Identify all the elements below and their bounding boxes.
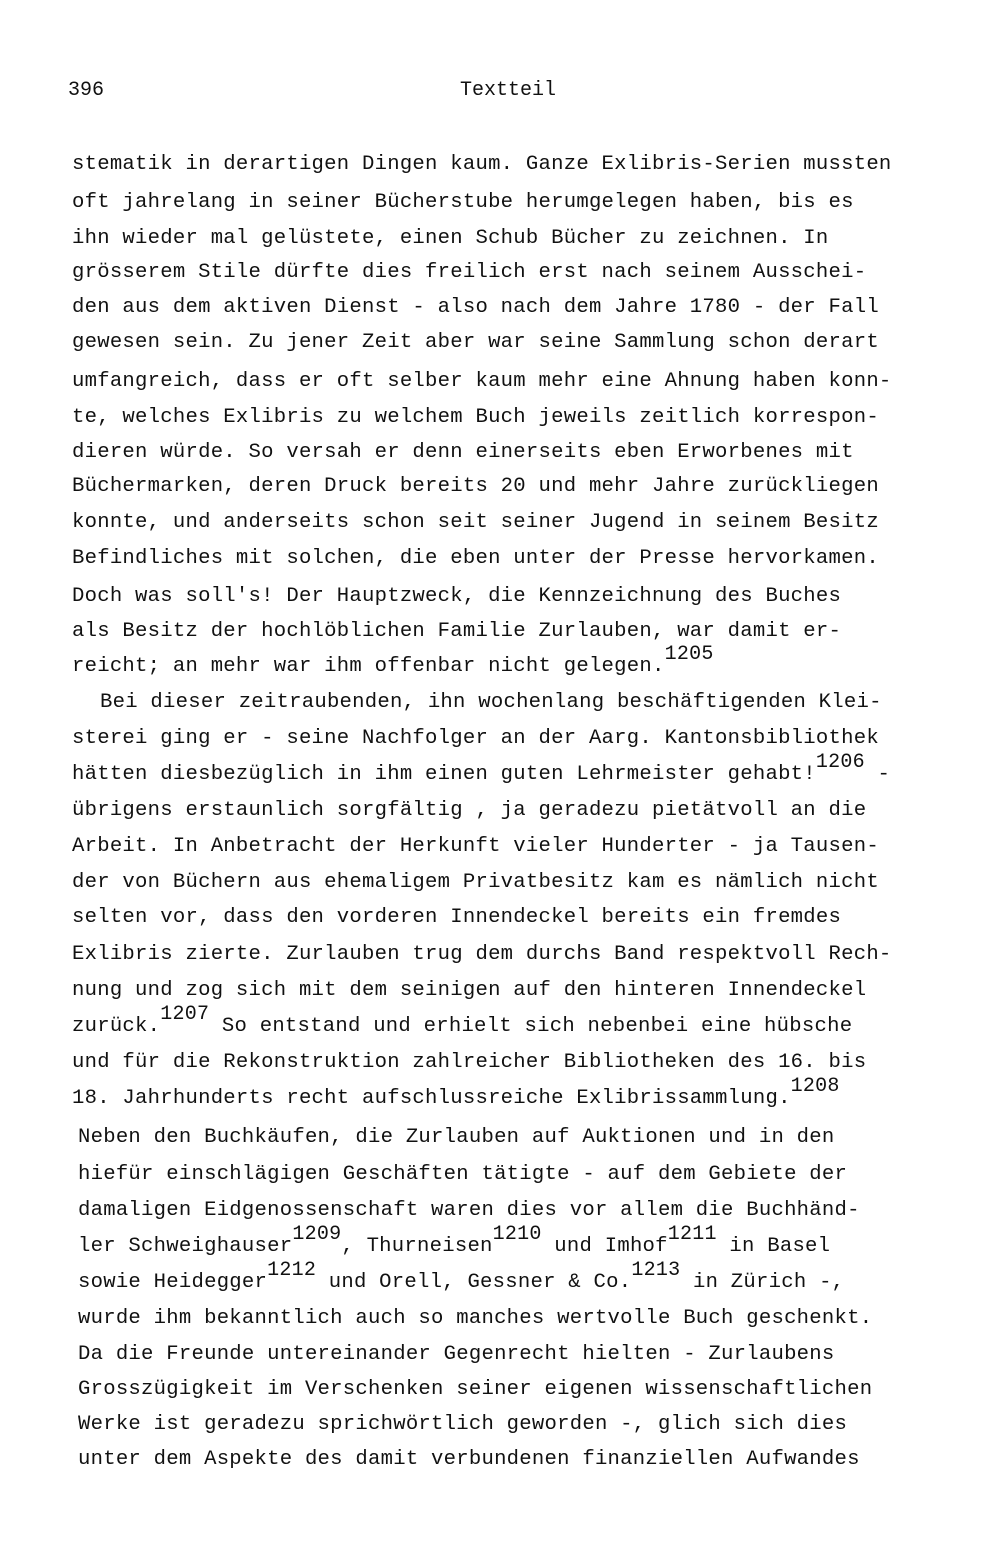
text-line: unter dem Aspekte des damit verbundenen finanziellen Aufwandes [78, 1448, 860, 1471]
text-run: reicht; an mehr war ihm offenbar nicht gelegen. [72, 655, 665, 678]
text-line [72, 1075, 840, 1112]
text-line: Doch was soll's! Der Hauptzweck, die Kennzeichnung des Buches [72, 585, 842, 608]
footnote-ref-1210: 1210 [492, 1223, 542, 1247]
text-run: - [864, 763, 891, 786]
text-run: in Basel [716, 1235, 831, 1258]
paragraph-start-line: Neben den Buchkäufen, die Zurlauben auf Auktionen und in den [78, 1126, 835, 1149]
text-line: und für die Rekonstruktion zahlreicher Bibliotheken des 16. bis [72, 1051, 867, 1074]
footnote-ref-1213: 1213 [631, 1259, 681, 1283]
text-line: dieren würde. So versah er denn einerseits eben Erworbenes mit [72, 441, 854, 464]
text-line: der von Büchern aus ehemaligem Privatbesitz kam es nämlich nicht [72, 871, 879, 894]
paragraph-start-line: Bei dieser zeitraubenden, ihn wochenlang beschäftigenden Klei- [100, 691, 882, 714]
footnote-ref-1208: 1208 [790, 1075, 840, 1099]
footnote-ref-1212: 1212 [267, 1259, 317, 1283]
text-line: Grosszügigkeit im Verschenken seiner eigenen wissenschaftlichen [78, 1378, 873, 1401]
text-line: den aus dem aktiven Dienst - also nach dem Jahre 1780 - der Fall [72, 296, 879, 319]
footnote-ref-1205: 1205 [664, 643, 714, 667]
text-line: stematik in derartigen Dingen kaum. Ganze Exlibris-Serien mussten [72, 153, 892, 176]
text-run: So entstand und erhielt sich nebenbei eine hübsche [209, 1015, 853, 1038]
text-line: grösserem Stile dürfte dies freilich erst nach seinem Ausschei- [72, 261, 867, 284]
text-line: wurde ihm bekanntlich auch so manches wertvolle Buch geschenkt. [78, 1307, 873, 1330]
footnote-ref-1211: 1211 [667, 1223, 717, 1247]
page-number: 396 [68, 79, 105, 102]
text-line: Befindliches mit solchen, die eben unter der Presse hervorkamen. [72, 547, 879, 570]
text-line: sterei ging er - seine Nachfolger an der Aarg. Kantonsbibliothek [72, 727, 879, 750]
text-line: te, welches Exlibris zu welchem Buch jeweils zeitlich korrespon- [72, 406, 879, 429]
text-line: als Besitz der hochlöblichen Familie Zurlauben, war damit er- [72, 620, 842, 643]
text-line [72, 751, 891, 788]
footnote-ref-1209: 1209 [292, 1223, 342, 1247]
text-run: ler Schweighauser [78, 1235, 293, 1258]
footnote-ref-1206: 1206 [815, 751, 865, 775]
page-header [68, 78, 938, 108]
text-line [78, 1259, 845, 1296]
text-line: gewesen sein. Zu jener Zeit aber war seine Sammlung schon derart [72, 331, 879, 354]
text-line: nung und zog sich mit dem seinigen auf den hinteren Innendeckel [72, 979, 867, 1002]
text-line: Da die Freunde untereinander Gegenrecht hielten - Zurlaubens [78, 1343, 835, 1366]
text-run: zurück. [72, 1015, 161, 1038]
text-run: und Orell, Gessner & Co. [316, 1271, 632, 1294]
text-line: ihn wieder mal gelüstete, einen Schub Bücher zu zeichnen. In [72, 227, 829, 250]
text-line: hiefür einschlägigen Geschäften tätigte - auf dem Gebiete der [78, 1163, 848, 1186]
text-line: Exlibris zierte. Zurlauben trug dem durchs Band respektvoll Rech- [72, 943, 892, 966]
text-line: konnte, und anderseits schon seit seiner Jugend in seinem Besitz [72, 511, 879, 534]
text-line: Werke ist geradezu sprichwörtlich geworden -, glich sich dies [78, 1413, 848, 1436]
text-line: damaligen Eidgenossenschaft waren dies vor allem die Buchhänd- [78, 1199, 860, 1222]
text-line [72, 643, 714, 680]
text-line: Büchermarken, deren Druck bereits 20 und mehr Jahre zurückliegen [72, 475, 879, 498]
text-line [78, 1223, 831, 1260]
text-run: sowie Heidegger [78, 1271, 268, 1294]
text-line: Arbeit. In Anbetracht der Herkunft vieler Hunderter - ja Tausen- [72, 835, 879, 858]
text-line: umfangreich, dass er oft selber kaum mehr eine Ahnung haben konn- [72, 370, 892, 393]
text-run: hätten diesbezüglich in ihm einen guten Lehrmeister gehabt! [72, 763, 816, 786]
text-line: übrigens erstaunlich sorgfältig , ja geradezu pietätvoll an die [72, 799, 867, 822]
text-line: oft jahrelang in seiner Bücherstube herumgelegen haben, bis es [72, 191, 854, 214]
text-run: , Thurneisen [341, 1235, 493, 1258]
running-title: Textteil [460, 79, 557, 102]
text-run: 18. Jahrhunderts recht aufschlussreiche Exlibrissammlung. [72, 1087, 791, 1110]
footnote-ref-1207: 1207 [160, 1003, 210, 1027]
text-line: selten vor, dass den vorderen Innendeckel bereits ein fremdes [72, 906, 842, 929]
text-run: in Zürich -, [680, 1271, 845, 1294]
text-line [72, 1003, 853, 1040]
text-run: und Imhof [541, 1235, 668, 1258]
